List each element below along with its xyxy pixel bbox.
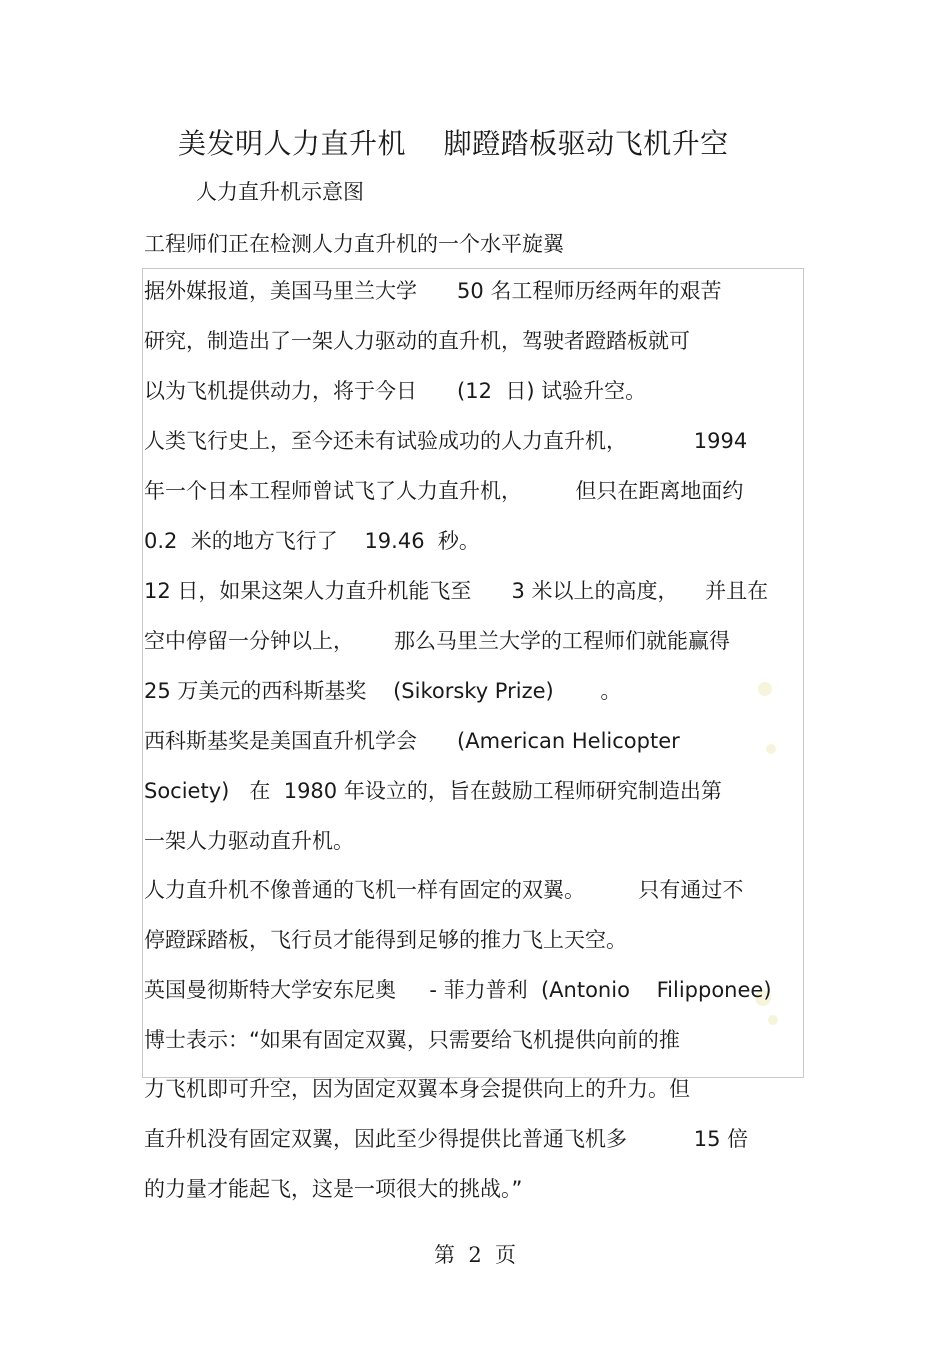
body-line: 人类飞行史上，至今还未有试验成功的人力直升机， 1994 (144, 429, 748, 453)
image-caption: 工程师们正在检测人力直升机的一个水平旋翼 (144, 232, 564, 256)
image-caption-title: 人力直升机示意图 (196, 180, 364, 204)
page-number: 第 2 页 (433, 1243, 517, 1267)
body-line: 一架人力驱动直升机。 (144, 829, 354, 853)
faded-image-spot (768, 1015, 778, 1025)
body-line: 博士表示：“如果有固定双翼，只需要给飞机提供向前的推 (144, 1028, 680, 1052)
body-line: 人力直升机不像普通的飞机一样有固定的双翼。 只有通过不 (144, 878, 744, 902)
body-line: 12 日，如果这架人力直升机能飞至 3 米以上的高度， 并且在 (144, 579, 769, 603)
body-line: 英国曼彻斯特大学安东尼奥 - 菲力普利 (Antonio Filipponee) (144, 978, 772, 1002)
body-line: 25 万美元的西科斯基奖 (Sikorsky Prize) 。 (144, 679, 622, 703)
body-line: 停蹬踩踏板，飞行员才能得到足够的推力飞上天空。 (144, 928, 627, 952)
body-line: 年一个日本工程师曾试飞了人力直升机， 但只在距离地面约 (144, 479, 744, 503)
body-line: Society) 在 1980 年设立的，旨在鼓励工程师研究制造出第 (144, 779, 722, 803)
faded-image-spot (766, 744, 776, 754)
body-line: 以为飞机提供动力，将于今日 (12 日) 试验升空。 (144, 379, 647, 403)
faded-image-spot (758, 682, 772, 696)
body-line: 西科斯基奖是美国直升机学会 (American Helicopter (144, 729, 680, 753)
body-line: 0.2 米的地方飞行了 19.46 秒。 (144, 529, 480, 553)
body-line: 空中停留一分钟以上， 那么马里兰大学的工程师们就能赢得 (144, 629, 731, 653)
body-line: 的力量才能起飞，这是一项很大的挑战。” (144, 1177, 523, 1201)
body-line: 力飞机即可升空，因为固定双翼本身会提供向上的升力。但 (144, 1077, 690, 1101)
body-line: 直升机没有固定双翼，因此至少得提供比普通飞机多 15 倍 (144, 1127, 749, 1151)
body-line: 据外媒报道，美国马里兰大学 50 名工程师历经两年的艰苦 (144, 279, 722, 303)
page-title: 美发明人力直升机 脚蹬踏板驱动飞机升空 (178, 127, 729, 160)
body-line: 研究，制造出了一架人力驱动的直升机，驾驶者蹬踏板就可 (144, 329, 690, 353)
